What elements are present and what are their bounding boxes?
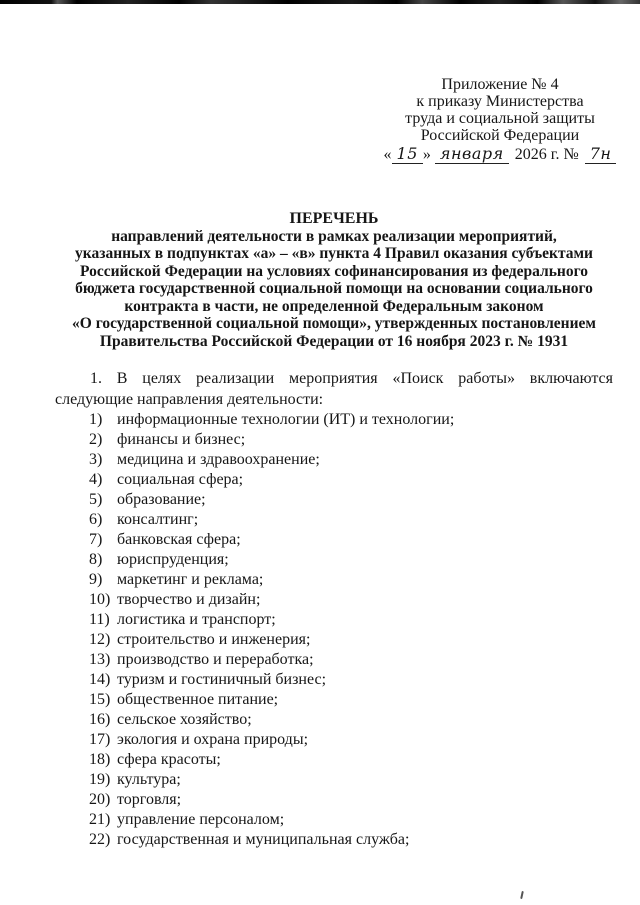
list-item-number: 19) — [89, 771, 111, 788]
list-item — [55, 630, 613, 650]
list-item-number: 12) — [89, 631, 111, 648]
list-item — [55, 750, 613, 770]
list-item-number: 13) — [89, 651, 111, 668]
list-item-text: информационные технологии (ИТ) и технологии; — [117, 411, 455, 428]
list-item — [55, 550, 613, 570]
list-item — [55, 530, 613, 550]
list-item-text: юриспруденция; — [117, 551, 229, 568]
list-item — [55, 710, 613, 730]
list-item — [55, 610, 613, 630]
title-heading: ПЕРЕЧЕНЬ — [289, 210, 379, 227]
list-item-number: 11) — [89, 611, 110, 628]
appendix-header-lines — [380, 76, 620, 144]
title-subtitle-lines — [34, 228, 634, 351]
list-item — [55, 450, 613, 470]
list-item-number: 4) — [89, 471, 103, 488]
list-item — [55, 510, 613, 530]
list-item — [55, 590, 613, 610]
list-item-number: 1) — [89, 411, 103, 428]
list-item-text: культура; — [117, 771, 181, 788]
list-item — [55, 430, 613, 450]
list-item-text: строительство и инженерия; — [117, 631, 311, 648]
list-item — [55, 810, 613, 830]
list-item — [55, 470, 613, 490]
list-item-text: сфера красоты; — [117, 751, 221, 768]
title-line: контракта в части, не определенной Федеральным законом — [124, 297, 544, 315]
list-item — [55, 690, 613, 710]
list-item-number: 10) — [89, 591, 111, 608]
list-item-text: социальная сфера; — [117, 471, 244, 488]
list-item-text: консалтинг; — [117, 511, 199, 528]
list-item-number: 21) — [89, 811, 111, 828]
date-month-handwritten: января — [435, 144, 509, 164]
list-item-text: управление персоналом; — [117, 811, 285, 828]
list-item-text: творчество и дизайн; — [117, 591, 261, 608]
list-item-number: 20) — [89, 791, 111, 808]
list-item-text: экология и охрана природы; — [117, 731, 309, 748]
list-item-number: 9) — [89, 571, 103, 588]
scan-artifact-mark — [520, 891, 524, 899]
list-item-number: 3) — [89, 451, 103, 468]
list-item — [55, 770, 613, 790]
list-item-text: финансы и бизнес; — [117, 431, 246, 448]
list-item-number: 22) — [89, 831, 111, 848]
list-item-text: банковская сфера; — [117, 531, 241, 548]
title-line: бюджета государственной социальной помощи на основании социального — [75, 280, 593, 297]
list-item — [55, 570, 613, 590]
title-line: Правительства Российской Федерации от 16 ноября 2023 г. № 1931 — [99, 332, 569, 350]
list-item-number: 2) — [89, 431, 103, 448]
list-item-text: общественное питание; — [117, 691, 279, 708]
list-item — [55, 730, 613, 750]
header-line: Российской Федерации — [420, 127, 580, 144]
order-number-handwritten: 7н — [585, 144, 617, 164]
list-item — [55, 830, 613, 850]
list-item-number: 5) — [89, 491, 103, 508]
activity-list — [55, 410, 613, 850]
list-item — [55, 650, 613, 670]
list-item-number: 16) — [89, 711, 111, 728]
list-item-text: торговля; — [117, 791, 182, 808]
date-line — [380, 145, 620, 163]
list-item — [55, 790, 613, 810]
list-item — [55, 490, 613, 510]
scan-artifact-top-bar — [0, 0, 640, 4]
list-item-number: 8) — [89, 551, 103, 568]
title-line: Российской Федерации на условиях софинансирования из федерального — [79, 262, 588, 280]
list-item-number: 15) — [89, 691, 111, 708]
list-item-text: туризм и гостиничный бизнес; — [117, 671, 327, 688]
date-close-quote: » — [422, 146, 431, 163]
appendix-header — [380, 76, 620, 163]
header-line: труда и социальной защиты — [405, 110, 595, 127]
list-item — [55, 670, 613, 690]
list-item-text: маркетинг и реклама; — [117, 571, 264, 588]
title-line: «О государственной социальной помощи», утвержденных постановлением — [72, 315, 596, 332]
title-line: указанных в подпунктах «а» – «в» пункта 4 Правил оказания субъектами — [75, 245, 593, 262]
list-item-text: образование; — [117, 491, 206, 508]
list-item-number: 7) — [89, 531, 103, 548]
header-line: к приказу Министерства — [416, 93, 584, 110]
document-body — [55, 368, 613, 850]
list-item-text: логистика и транспорт; — [117, 611, 276, 628]
date-open-quote: « — [383, 146, 392, 163]
document-title — [34, 210, 634, 350]
list-item — [55, 410, 613, 430]
list-item-text: сельское хозяйство; — [117, 711, 252, 728]
title-line: направлений деятельности в рамках реализации мероприятий, — [111, 227, 557, 245]
date-day-handwritten: 15 — [392, 144, 423, 164]
list-item-number: 6) — [89, 511, 103, 528]
list-item-text: государственная и муниципальная служба; — [117, 831, 410, 848]
date-printed-text: 2026 г. № — [514, 146, 579, 163]
intro-paragraph: 1. В целях реализации мероприятия «Поиск работы» включаются следующие направления деятельности: — [55, 370, 613, 408]
list-item-number: 17) — [89, 731, 111, 748]
list-item-number: 18) — [89, 751, 111, 768]
list-item-text: медицина и здравоохранение; — [117, 451, 320, 468]
list-item-number: 14) — [89, 671, 111, 688]
list-item-text: производство и переработка; — [117, 651, 314, 668]
header-line: Приложение № 4 — [441, 76, 559, 93]
